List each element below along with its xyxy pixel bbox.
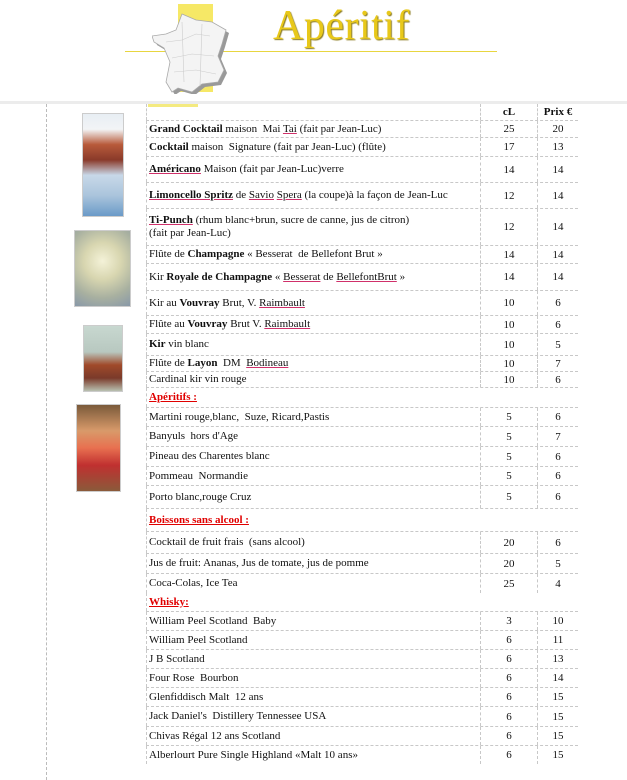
description-line <box>149 227 480 240</box>
text-segment: Jack Daniel's Distillery Tennessee USA <box>149 710 327 722</box>
volume-cell <box>480 509 537 531</box>
price-cell: 15 <box>537 746 578 764</box>
text-segment: « Besserat de Bellefont Brut » <box>244 248 383 260</box>
volume-cell <box>480 388 537 407</box>
price-cell: 6 <box>537 316 578 333</box>
text-segment: Raimbault <box>264 318 311 330</box>
volume-cell: 10 <box>480 356 537 371</box>
text-segment: Flûte de <box>149 357 188 369</box>
volume-cell: 5 <box>480 427 537 446</box>
table-row <box>146 315 578 333</box>
volume-cell: 6 <box>480 727 537 745</box>
table-row <box>146 706 578 726</box>
table-row <box>146 208 578 245</box>
text-segment: J B Scotland <box>149 652 205 665</box>
text-segment: vin blanc <box>165 338 209 350</box>
table-row <box>146 263 578 290</box>
price-cell: 6 <box>537 291 578 315</box>
volume-cell: 17 <box>480 138 537 156</box>
item-description <box>146 727 480 745</box>
text-segment: Brut, V. <box>219 296 260 309</box>
table-row <box>146 407 578 426</box>
cocktail-photo <box>82 113 124 217</box>
description-line <box>149 189 480 202</box>
volume-cell: 10 <box>480 372 537 387</box>
text-segment: Savio <box>248 189 274 201</box>
table-row <box>146 466 578 485</box>
price-cell <box>537 509 578 531</box>
volume-cell: 5 <box>480 467 537 485</box>
text-segment: Américano <box>149 163 201 175</box>
description-line <box>149 491 480 504</box>
france-map-icon <box>152 12 232 94</box>
table-row <box>146 245 578 263</box>
table-row <box>146 745 578 764</box>
item-description <box>146 356 480 371</box>
item-description <box>146 447 480 466</box>
item-description <box>146 707 480 726</box>
volume-cell: 14 <box>480 246 537 263</box>
price-cell: 14 <box>537 669 578 687</box>
column-header-price: Prix € <box>537 104 578 120</box>
price-cell: 6 <box>537 532 578 553</box>
item-description <box>146 427 480 446</box>
volume-cell: 12 <box>480 183 537 208</box>
text-segment: BellefontBrut <box>336 270 397 283</box>
table-row <box>146 371 578 387</box>
description-line <box>149 710 480 723</box>
text-segment: de <box>233 189 249 201</box>
section-header-row <box>146 593 578 611</box>
item-description <box>146 554 480 573</box>
price-cell: 4 <box>537 574 578 593</box>
champagne-photo <box>74 230 131 307</box>
text-segment: Royale de Champagne <box>166 270 273 283</box>
table-row <box>146 630 578 649</box>
photo-column <box>46 104 147 780</box>
table-row <box>146 446 578 466</box>
table-row <box>146 156 578 182</box>
description-line <box>149 338 480 351</box>
item-description <box>146 209 480 245</box>
volume-cell: 3 <box>480 612 537 630</box>
text-segment: Kir <box>149 270 167 283</box>
volume-cell: 10 <box>480 334 537 355</box>
text-segment: maison Mai <box>222 122 283 135</box>
description-line <box>149 411 480 424</box>
text-segment: Layon <box>187 357 218 369</box>
price-cell: 14 <box>537 157 578 182</box>
item-description <box>146 388 480 407</box>
volume-cell: 6 <box>480 669 537 687</box>
table-row <box>146 137 578 156</box>
price-cell: 14 <box>537 209 578 245</box>
item-description <box>146 138 480 156</box>
volume-cell: 6 <box>480 707 537 726</box>
volume-cell: 20 <box>480 532 537 553</box>
section-header-row <box>146 387 578 407</box>
description-line <box>149 214 480 227</box>
item-description <box>146 467 480 485</box>
item-description <box>146 631 480 649</box>
table-row <box>146 290 578 315</box>
text-segment: Chivas Régal 12 ans Scotland <box>149 729 281 742</box>
description-line <box>149 672 480 685</box>
description-line <box>149 248 480 261</box>
description-line <box>149 373 480 386</box>
volume-cell: 10 <box>480 291 537 315</box>
text-segment: Kir <box>149 338 166 350</box>
item-description <box>146 246 480 263</box>
aperitif-photo <box>76 404 121 492</box>
volume-cell: 25 <box>480 121 537 137</box>
item-description <box>146 408 480 426</box>
text-segment: « <box>272 270 284 283</box>
item-description <box>146 291 480 315</box>
text-segment: Porto blanc,rouge Cruz <box>149 490 252 503</box>
text-segment: Flûte de <box>149 248 188 260</box>
text-segment: Vouvray <box>187 318 228 330</box>
volume-cell: 14 <box>480 157 537 182</box>
description-line <box>149 271 480 284</box>
description-line <box>149 123 480 136</box>
price-cell: 14 <box>537 264 578 290</box>
text-segment: (rhum blanc+brun, sucre de canne, jus de citron) <box>192 214 410 226</box>
text-segment: maison Signature (fait par Jean-Luc) (flûte) <box>188 140 386 153</box>
text-segment: Champagne <box>187 248 245 260</box>
text-segment: Limoncello Spritz <box>149 189 234 201</box>
price-cell: 11 <box>537 631 578 649</box>
description-line <box>149 691 480 704</box>
volume-cell: 12 <box>480 209 537 245</box>
description-line <box>149 634 480 647</box>
item-description <box>146 334 480 355</box>
text-segment: Pineau des Charentes blanc <box>149 450 270 462</box>
table-row <box>146 573 578 593</box>
text-segment: Banyuls hors d'Age <box>149 430 239 442</box>
table-row <box>146 687 578 706</box>
price-cell <box>537 593 578 611</box>
text-segment: Tai <box>282 122 297 135</box>
text-segment: Besserat <box>283 270 321 283</box>
text-segment: Coca-Colas, Ice Tea <box>149 577 238 589</box>
price-cell: 7 <box>537 427 578 446</box>
item-description <box>146 486 480 508</box>
kir-photo <box>83 325 123 392</box>
text-segment: William Peel Scotland Baby <box>149 614 277 627</box>
price-cell: 6 <box>537 372 578 387</box>
volume-cell <box>480 593 537 611</box>
volume-cell: 6 <box>480 631 537 649</box>
text-segment: (fait par Jean-Luc) <box>296 122 382 135</box>
section-title: Boissons sans alcool : <box>149 513 249 526</box>
text-segment: William Peel Scotland <box>149 633 248 646</box>
item-description <box>146 264 480 290</box>
item-description <box>146 669 480 687</box>
text-segment: Kir au <box>149 296 180 309</box>
price-cell: 5 <box>537 554 578 573</box>
item-description <box>146 372 480 387</box>
price-cell: 7 <box>537 356 578 371</box>
volume-cell: 6 <box>480 650 537 668</box>
table-row <box>146 553 578 573</box>
item-description <box>146 574 480 593</box>
text-segment: Brut V. <box>227 318 265 330</box>
price-cell: 6 <box>537 467 578 485</box>
price-cell: 6 <box>537 408 578 426</box>
text-segment: Ti-Punch <box>149 214 193 226</box>
description-line <box>149 141 480 154</box>
price-cell: 14 <box>537 246 578 263</box>
text-segment: Maison (fait par Jean-Luc)verre <box>200 163 344 175</box>
table-row <box>146 333 578 355</box>
price-cell: 15 <box>537 688 578 706</box>
price-cell: 15 <box>537 707 578 726</box>
description-line <box>149 470 480 483</box>
description-line <box>149 430 480 443</box>
volume-cell: 25 <box>480 574 537 593</box>
description-line <box>149 557 480 570</box>
item-description <box>146 593 480 611</box>
table-row <box>146 611 578 630</box>
volume-cell: 5 <box>480 486 537 508</box>
table-row <box>146 182 578 208</box>
volume-cell: 10 <box>480 316 537 333</box>
description-line <box>149 577 480 590</box>
table-row <box>146 726 578 745</box>
text-segment: Cardinal kir vin rouge <box>149 373 247 385</box>
item-description <box>146 688 480 706</box>
menu-table <box>146 104 578 764</box>
text-segment: de <box>320 270 337 283</box>
description-line <box>149 536 480 549</box>
table-row <box>146 120 578 137</box>
table-header-row <box>146 104 578 120</box>
item-description <box>146 650 480 668</box>
item-description <box>146 316 480 333</box>
description-line <box>149 450 480 463</box>
section-header-row <box>146 508 578 531</box>
item-description <box>146 183 480 208</box>
text-segment: Bodineau <box>246 357 289 369</box>
table-row <box>146 426 578 446</box>
text-segment: (fait par Jean-Luc) <box>149 227 231 239</box>
volume-cell: 5 <box>480 447 537 466</box>
volume-cell: 6 <box>480 746 537 764</box>
volume-cell: 6 <box>480 688 537 706</box>
item-description <box>146 121 480 137</box>
item-description <box>146 746 480 764</box>
table-row <box>146 531 578 553</box>
price-cell: 5 <box>537 334 578 355</box>
description-line <box>149 653 480 666</box>
text-segment: DM <box>217 357 247 369</box>
price-cell: 20 <box>537 121 578 137</box>
description-line <box>149 318 480 331</box>
volume-cell: 5 <box>480 408 537 426</box>
description-line <box>149 163 480 176</box>
text-segment: Alberlourt Pure Single Highland «Malt 10 ans» <box>149 748 358 761</box>
item-description <box>146 157 480 182</box>
price-cell <box>537 388 578 407</box>
description-line <box>149 357 480 370</box>
section-title: Apéritifs : <box>149 391 197 403</box>
text-segment: Vouvray <box>179 296 220 309</box>
price-cell: 13 <box>537 650 578 668</box>
price-cell: 14 <box>537 183 578 208</box>
price-cell: 15 <box>537 727 578 745</box>
volume-cell: 20 <box>480 554 537 573</box>
text-segment: Martini rouge,blanc, Suze, Ricard,Pastis <box>149 410 330 423</box>
item-description <box>146 612 480 630</box>
price-cell: 10 <box>537 612 578 630</box>
price-cell: 6 <box>537 486 578 508</box>
column-header-cl: cL <box>480 104 537 120</box>
description-line <box>149 730 480 743</box>
table-row <box>146 668 578 687</box>
item-description <box>146 532 480 553</box>
text-segment: (la coupe)à la façon de Jean-Luc <box>301 189 448 201</box>
text-segment: Grand Cocktail <box>149 122 223 135</box>
description-line <box>149 749 480 762</box>
text-segment: Flûte au <box>149 318 188 330</box>
text-segment: Cocktail <box>149 140 189 153</box>
section-title: Whisky: <box>149 595 189 608</box>
table-row <box>146 355 578 371</box>
description-line <box>149 615 480 628</box>
volume-cell: 14 <box>480 264 537 290</box>
text-segment: Pommeau Normandie <box>149 469 248 482</box>
text-segment: Glenfiddisch Malt 12 ans <box>149 690 264 703</box>
text-segment: Jus de fruit: Ananas, Jus de tomate, jus de pomme <box>149 557 369 569</box>
text-segment: » <box>396 270 406 283</box>
text-segment: Raimbault <box>259 296 305 309</box>
table-row <box>146 649 578 668</box>
text-segment: Cocktail de fruit frais (sans alcool) <box>149 536 305 548</box>
text-segment: Spera <box>276 189 302 201</box>
table-row <box>146 485 578 508</box>
price-cell: 6 <box>537 447 578 466</box>
page-title: Apéritif <box>273 3 410 49</box>
item-description <box>146 509 480 531</box>
price-cell: 13 <box>537 138 578 156</box>
text-segment: Four Rose Bourbon <box>149 671 239 684</box>
description-line <box>149 297 480 310</box>
